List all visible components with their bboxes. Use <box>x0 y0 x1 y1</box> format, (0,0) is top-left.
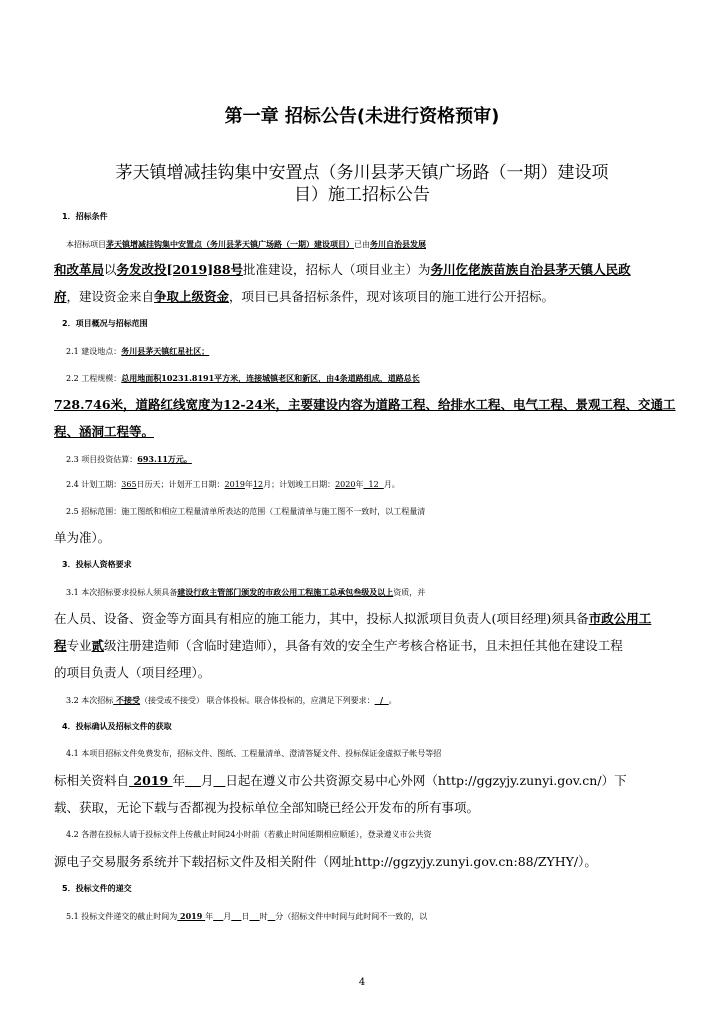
section-2-item-2-1: 2.1 建设地点：务川县茅天镇红星社区； <box>66 346 210 356</box>
section-3-heading: 3．投标人资格要求 <box>62 560 132 569</box>
section-5-item-5-1: 5.1 投标文件递交的截止时间为 2019 年 月 日 时 分（招标文件中时间与此时间不一致的，以 <box>66 911 428 921</box>
section-2-item-2-5-cont: 单为准）。 <box>54 530 111 545</box>
section-1-heading: 1．招标条件 <box>62 212 108 221</box>
section-3-item-3-2: 3.2 本次招标 不接受（接受或不接受） 联合体投标。联合体投标的，应满足下列要求： / 。 <box>66 695 397 705</box>
section-1-line-2: 和改革局以务发改投[2019]88号批准建设，招标人（项目业主）为务川仡佬族苗族自治县茅天镇人民政 <box>54 262 631 277</box>
section-3-item-3-1-cont-3: 的项目负责人（项目经理）。 <box>54 665 211 680</box>
section-2-item-2-2: 2.2 工程规模：总用地面积10231.8191平方米，连接城镇老区和新区，由4条道路组成，道路总长 <box>66 373 420 383</box>
section-2-heading: 2．项目概况与招标范围 <box>62 319 148 328</box>
section-4-item-4-1: 4.1 本项目招标文件免费发布，招标文件、图纸、工程量清单、澄清答疑文件、投标保证金虚拟子帐号等招 <box>66 749 442 758</box>
section-2-item-2-2-cont-2: 程、涵洞工程等。 <box>54 424 155 439</box>
page-number: 4 <box>358 977 366 988</box>
section-3-item-3-1-cont-1: 在人员、设备、资金等方面具有相应的施工能力，其中，投标人拟派项目负责人(项目经理)须具备市政公用工 <box>54 611 652 626</box>
section-1-line-1: 本招标项目茅天镇增减挂钩集中安置点（务川县茅天镇广场路（一期）建设项目）已由务川自治县发展 <box>66 239 426 249</box>
section-3-item-3-1-cont-2: 程专业贰级注册建造师（含临时建造师），具备有效的安全生产考核合格证书，且未担任其他在建设工程 <box>54 638 623 653</box>
chapter-title: 第一章 招标公告(未进行资格预审) <box>224 106 500 127</box>
section-4-item-4-2: 4.2 各潜在投标人请于投标文件上传截止时间24小时前（若截止时间延期相应顺延），登录遵义市公共资 <box>66 830 432 839</box>
section-4-heading: 4．投标确认及招标文件的获取 <box>62 722 172 731</box>
section-2-item-2-5: 2.5 招标范围：施工图纸和相应工程量清单所表达的范围（工程量清单与施工图不一致时，以工程量清 <box>66 507 426 516</box>
section-4-item-4-1-cont-1: 标相关资料自 2019 年 月 日起在遵义市公共资源交易中心外网（http://ggzyjy.zunyi.gov.cn/）下 <box>54 773 627 788</box>
section-5-heading: 5．投标文件的递交 <box>62 884 132 893</box>
notice-title-line-2: 目）施工招标公告 <box>294 185 430 205</box>
section-2-item-2-2-cont-1: 728.746米，道路红线宽度为12-24米，主要建设内容为道路工程、给排水工程、电气工程、景观工程、交通工 <box>54 397 676 412</box>
section-4-item-4-2-cont: 源电子交易服务系统并下载招标文件及相关附件（网址http://ggzyjy.zunyi.gov.cn:88/ZYHY/）。 <box>54 854 597 869</box>
section-2-item-2-3: 2.3 项目投资估算：693.11万元。 <box>66 454 192 464</box>
section-1-line-3: 府，建设资金来自争取上级资金，项目已具备招标条件，现对该项目的施工进行公开招标。 <box>54 289 555 304</box>
notice-title-line-1: 茅天镇增减挂钩集中安置点（务川县茅天镇广场路（一期）建设项 <box>115 163 609 183</box>
section-3-item-3-1: 3.1 本次招标要求投标人须具备建设行政主管部门颁发的市政公用工程施工总承包叁级及以上资质，并 <box>66 587 426 597</box>
section-2-item-2-4: 2.4 计划工期：365日历天；计划开工日期：2019年12月；计划竣工日期：2020年 12 月。 <box>66 480 400 489</box>
section-4-item-4-1-cont-2: 载、获取，无论下载与否都视为投标单位全部知晓已经公开发布的所有事项。 <box>54 800 480 815</box>
